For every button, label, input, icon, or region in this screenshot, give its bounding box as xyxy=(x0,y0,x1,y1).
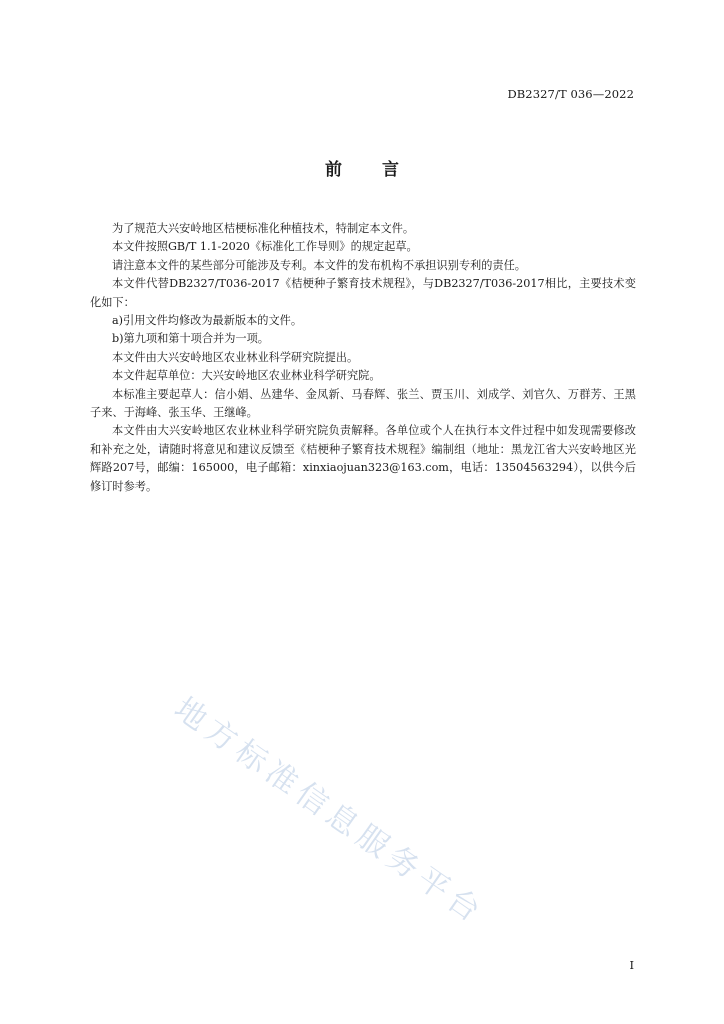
page-number: I xyxy=(629,958,634,972)
page-title xyxy=(0,155,724,180)
paragraph: 本文件由大兴安岭地区农业林业科学研究院提出。 xyxy=(112,350,359,364)
watermark: 地方标准信息服务平台 xyxy=(167,690,492,933)
paragraph: 本文件起草单位：大兴安岭地区农业林业科学研究院。 xyxy=(112,369,381,383)
document-code: DB2327/T 036—2022 xyxy=(507,87,634,101)
paragraph: 本标准主要起草人：信小娟、丛建华、金凤新、马春辉、张兰、贾玉川、刘成学、刘官久、万群芳、王黑子来、于海峰、张玉华、王继峰。 xyxy=(90,387,636,420)
paragraph: 本文件由大兴安岭地区农业林业科学研究院负责解释。各单位或个人在执行本文件过程中如发现需要修改和补充之处，请随时将意见和建议反馈至《桔梗种子繁育技术规程》编制组（地址：黑龙江省大兴安岭地区光辉路207号，邮编：165000，电子邮箱：xinxiaojuan323@163.com，电话：13504563294），以供今后修订时参考。 xyxy=(90,424,636,493)
paragraph: 本文件按照GB/T 1.1-2020《标准化工作导则》的规定起草。 xyxy=(112,240,418,254)
title-char-2: 言 xyxy=(382,160,399,180)
paragraph: 本文件代替DB2327/T036-2017《桔梗种子繁育技术规程》，与DB2327/T036-2017相比，主要技术变化如下： xyxy=(90,277,636,309)
foreword-body xyxy=(90,220,636,496)
list-item: b)第九项和第十项合并为一项。 xyxy=(112,332,269,346)
paragraph: 为了规范大兴安岭地区桔梗标准化种植技术，特制定本文件。 xyxy=(112,222,415,235)
title-char-1: 前 xyxy=(325,160,342,180)
paragraph: 请注意本文件的某些部分可能涉及专利。本文件的发布机构不承担识别专利的责任。 xyxy=(112,258,526,272)
list-item: a)引用文件均修改为最新版本的文件。 xyxy=(112,314,303,328)
